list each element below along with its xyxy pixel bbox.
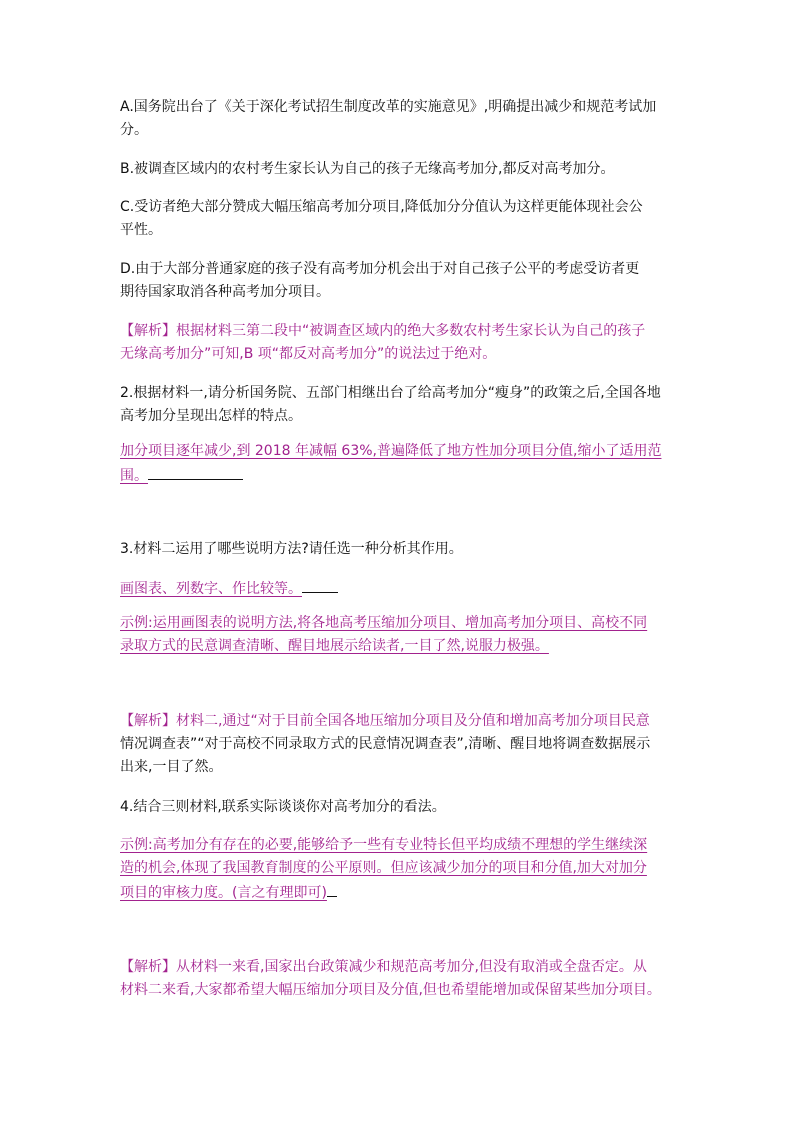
option-a — [120, 96, 680, 142]
question-2 — [120, 382, 680, 428]
answer-4-line-1: 示例:高考加分有存在的必要,能够给予一些有专业特长但平均成绩不理想的学生继续深 — [120, 837, 648, 853]
question-2-line-2: 高考加分呈现出怎样的特点。 — [120, 408, 302, 424]
answer-3b — [120, 612, 680, 658]
answer-4-line-2: 造的机会,体现了我国教育制度的公平原则。但应该减少加分的项目和分值,加大对加分 — [120, 860, 647, 876]
answer-3a-blank — [302, 576, 338, 593]
option-d-line-2: 期待国家取消各种高考加分项目。 — [120, 284, 330, 300]
option-b-line-1: B.被调查区域内的农村考生家长认为自己的孩子无缘高考加分,都反对高考加分。 — [120, 161, 615, 177]
question-4-line-1: 4.结合三则材料,联系实际谈谈你对高考加分的看法。 — [120, 799, 446, 815]
answer-3a-line-1: 画图表、列数字、作比较等。 — [120, 581, 302, 597]
option-d — [120, 258, 680, 304]
question-3 — [120, 538, 680, 561]
analysis-3-line-1-text: 【解析】材料二,通过“对于目前全国各地压缩加分项目及分值和增加高考加分项目民意 — [120, 713, 650, 729]
analysis-1 — [120, 320, 680, 366]
answer-3b-line-1: 示例:运用画图表的说明方法,将各地高考压缩加分项目、增加高考加分项目、高校不同 — [120, 615, 648, 631]
question-2-line-1: 2.根据材料一,请分析国务院、五部门相继出台了给高考加分“瘦身”的政策之后,全国各地 — [120, 385, 661, 401]
analysis-4 — [120, 956, 680, 1002]
option-d-line-1: D.由于大部分普通家庭的孩子没有高考加分机会出于对自己孩子公平的考虑受访者更 — [120, 261, 640, 277]
analysis-4-line-1: 【解析】从材料一来看,国家出台政策减少和规范高考加分,但没有取消或全盘否定。从 — [120, 959, 647, 975]
analysis-3-line-2: 情况调查表”“对于高校不同录取方式的民意情况调查表”,清晰、醒目地将调查数据展示 — [120, 736, 651, 752]
analysis-4-line-2: 材料二来看,大家都希望大幅压缩加分项目及分值,但也希望能增加或保留某些加分项目。 — [120, 982, 661, 998]
option-b — [120, 158, 680, 181]
option-c-line-1: C.受访者绝大部分赞成大幅压缩高考加分项目,降低加分分值认为这样更能体现社会公 — [120, 199, 643, 215]
option-a-line-1: A.国务院出台了《关于深化考试招生制度改革的实施意见》,明确提出减少和规范考试加 — [120, 99, 657, 115]
analysis-1-line-1: 【解析】根据材料三第二段中“被调查区域内的绝大多数农村考生家长认为自己的孩子 — [120, 323, 646, 339]
question-4 — [120, 796, 680, 819]
answer-2 — [120, 440, 680, 486]
answer-4-blank — [327, 880, 337, 897]
analysis-1-line-2: 无缘高考加分”可知,B 项“都反对高考加分”的说法过于绝对。 — [120, 346, 497, 362]
option-c-line-2: 平性。 — [120, 222, 162, 238]
analysis-3-line-3: 出来,一目了然。 — [120, 759, 223, 775]
answer-4-line-3: 项目的审核力度。(言之有理即可) — [120, 885, 327, 901]
answer-4 — [120, 834, 680, 903]
answer-2-line-1: 加分项目逐年减少,到 2018 年减幅 63%,普遍降低了地方性加分项目分值,缩小了适用范 — [120, 443, 662, 459]
answer-3b-line-2: 录取方式的民意调查清晰、醒目地展示给读者,一目了然,说服力极强。 — [120, 638, 549, 654]
option-c — [120, 196, 680, 242]
answer-3a — [120, 576, 680, 599]
answer-2-blank — [148, 463, 243, 480]
analysis-3-line-1 — [120, 710, 680, 733]
question-3-line-1: 3.材料二运用了哪些说明方法?请任选一种分析其作用。 — [120, 541, 463, 557]
option-a-line-2: 分。 — [120, 122, 148, 138]
analysis-3 — [120, 710, 680, 779]
answer-2-line-2: 围。 — [120, 468, 148, 484]
